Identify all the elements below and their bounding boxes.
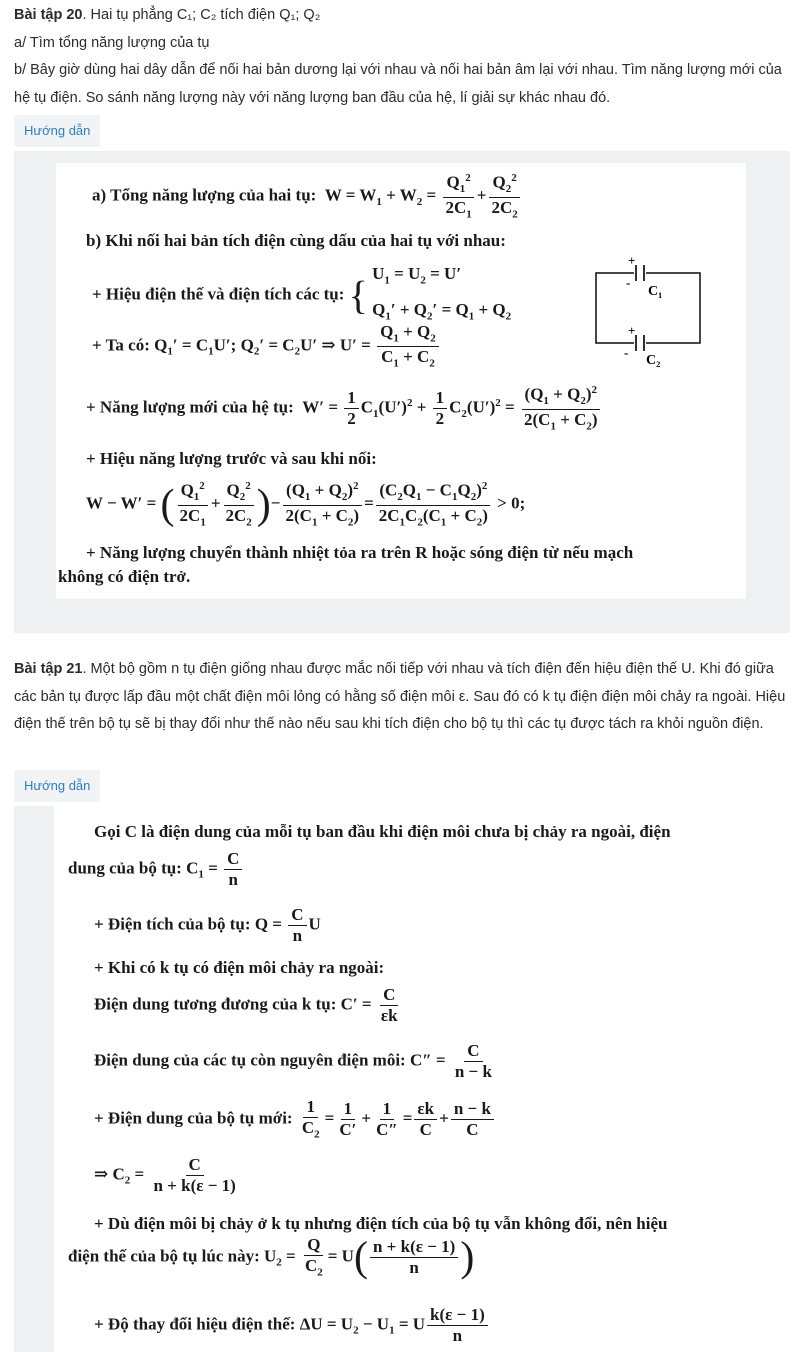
sol21-equiv-k: Điện dung tương đương của k tụ: C′ = $\frac{C}{\varepsilon k}$ bbox=[94, 985, 398, 1025]
sol21-ch-text: + Điện tích của bộ tụ: bbox=[94, 914, 251, 934]
problem-21-label: Bài tập 21 bbox=[14, 661, 83, 677]
solution-panel-21 bbox=[14, 806, 790, 1352]
sol20-vc-text: + Hiệu điện thế và điện tích các tụ: bbox=[92, 284, 345, 304]
guide-button-20[interactable]: Hướng dẫn bbox=[14, 115, 100, 147]
solution-panel-20 bbox=[14, 151, 790, 633]
problem-20-statement bbox=[14, 2, 790, 112]
sol20-part-b-heading: b) Khi nối hai bản tích điện cùng dấu của hai tụ với nhau: bbox=[86, 231, 506, 250]
sol21-ek-text: Điện dung tương đương của k tụ: bbox=[94, 994, 337, 1014]
sol21-remaining: Điện dung của các tụ còn nguyên điện môi: C″ = $\frac{C}{n - k}$ bbox=[94, 1041, 492, 1081]
sol21-leak: + Khi có k tụ có điện môi chảy ra ngoài: bbox=[94, 958, 385, 977]
sol21-rm-text: Điện dung của các tụ còn nguyên điện môi: bbox=[94, 1050, 406, 1070]
problem-20-part-a: a/ Tìm tổng năng lượng của tụ bbox=[14, 34, 210, 51]
circuit-diagram bbox=[586, 257, 726, 367]
problem-21-statement bbox=[14, 656, 790, 739]
sol20-we-have: + Ta có: $Q_1' = C_1U'$; $Q_2' = C_2U'$ ⇒ U′ = $\frac{Q_1 + Q_2}{C_1 + C_2}$ bbox=[92, 323, 441, 370]
problem-21-body bbox=[14, 656, 790, 739]
sol20-heat-line2: không có điện trở. bbox=[58, 567, 191, 586]
sol21-charge: + Điện tích của bộ tụ: Q = $\frac{C}{n}$ U bbox=[94, 905, 321, 945]
c1-label: C₁ bbox=[648, 284, 663, 299]
sol21-dl-text: + Độ thay đổi hiệu điện thế: bbox=[94, 1314, 296, 1334]
sol20-energy-diff-heading: + Hiệu năng lượng trước và sau khi nối: bbox=[86, 449, 377, 468]
sol21-c2-result: ⇒ $C_2$ = $\frac{C}{n + k(\varepsilon - 1)}$ bbox=[94, 1155, 236, 1195]
solution-image-20 bbox=[56, 163, 746, 599]
problem-20-part-b: b/ Bây giờ dùng hai dây dẫn để nối hai bản dương lại với nhau và nối hai bản âm lại với nhau. Tìm năng lượng mới của hệ tụ điện. So sánh năng lượng này với năng lượng ban đầu của hệ, lí giải sự khác nhau đó. bbox=[14, 62, 782, 106]
sol21-unchanged-line2: điện thế của bộ tụ lúc này: $U_2$ = $\frac{Q}{C_2}$ = U( $\frac{n + k(\varepsilon - 1)}{n}$ ) bbox=[68, 1234, 475, 1281]
sol20-ne-text: + Năng lượng mới của hệ tụ: bbox=[86, 397, 294, 417]
sol21-nc-text: + Điện dung của bộ tụ mới: bbox=[94, 1108, 293, 1128]
c1-minus: - bbox=[626, 275, 631, 290]
sol20-energy-diff-formula: W − W′ = ( $\frac{Q_1^2}{2C_1}$ + $\frac{Q_2^2}{2C_2}$ )− $\frac{(Q_1 + Q_2)^2}{2(C_1 + C_2)}$ = $\frac{(C_2Q_1 - C_1Q_2)^2}{2C_1C_2(C_1 + C_2)}$ > 0; bbox=[86, 480, 526, 528]
c2-minus: - bbox=[624, 345, 629, 360]
sol20-voltage-charge: + Hiệu điện thế và điện tích các tụ: { $U_1 = U_2 = U'$ $Q_1' + Q_2' = Q_1 + Q_2$ bbox=[92, 264, 512, 323]
c2-label: C₂ bbox=[646, 353, 661, 367]
sol20-wh-text: + Ta có: bbox=[92, 335, 150, 355]
sol21-delta: + Độ thay đổi hiệu điện thế: $\Delta U = U_2 - U_1 = U$ $\frac{k(\varepsilon - 1)}{n}$ bbox=[94, 1306, 490, 1345]
sol21-u2-text: điện thế của bộ tụ lúc này: bbox=[68, 1246, 260, 1266]
sol20-a-text: a) Tổng năng lượng của hai tụ: bbox=[92, 185, 317, 205]
guide-button-21[interactable]: Hướng dẫn bbox=[14, 770, 100, 802]
solution-image-21 bbox=[54, 806, 790, 1352]
problem-21-text: . Một bộ gồm n tụ điện giống nhau được mắc nối tiếp với nhau và tích điện đến hiệu điện thế U. Khi đó giữa các bản tụ được lấp đầu một chất điện môi lỏng có hằng số điện môi ε. Sau đó có k tụ điện điện môi chảy ra ngoài. Hiệu điện thế trên bộ tụ sẽ bị thay đổi như thế nào nếu sau khi tích điện cho bộ tụ thì các tụ được tách ra khỏi nguồn điện. bbox=[14, 661, 786, 732]
problem-20-text: . Hai tụ phẳng C₁; C₂ tích điện Q₁; Q₂ bbox=[82, 7, 321, 23]
sol21-i2-text: dung của bộ tụ: bbox=[68, 858, 182, 878]
sol21-intro-line1: Gọi C là điện dung của mỗi tụ ban đầu khi điện môi chưa bị chảy ra ngoài, điện bbox=[94, 822, 671, 841]
problem-20-label: Bài tập 20 bbox=[14, 7, 83, 23]
sol21-new-cap: + Điện dung của bộ tụ mới: $\frac{1}{C_2}$ = $\frac{1}{C'}$ + $\frac{1}{C''}$ = $\frac{\varepsilon k}{C}$ + $\frac{n - k}{C}$ bbox=[94, 1098, 496, 1141]
c2-plus: + bbox=[628, 323, 636, 338]
sol21-intro-line2: dung của bộ tụ: $C_1$ = $\frac{C}{n}$ bbox=[68, 850, 244, 889]
sol20-heat-line1: + Năng lượng chuyển thành nhiệt tỏa ra trên R hoặc sóng điện từ nếu mạch bbox=[86, 543, 634, 562]
problem-20-title-line bbox=[14, 2, 790, 30]
sol20-part-a: a) Tổng năng lượng của hai tụ: $W = W_1 + W_2$ = $\frac{Q_1^2}{2C_1}$ + $\frac{Q_2^2}{2C_2}$ bbox=[92, 172, 518, 220]
sol20-new-energy: + Năng lượng mới của hệ tụ: W′ = $\frac{1}{2}$ $C_1(U')^2$ + $\frac{1}{2}$ $C_2(U')^2$ = $\frac{(Q_1 + Q_2)^2}{2(C_1 + C_2)}$ bbox=[86, 385, 603, 433]
sol21-unchanged-line1: + Dù điện môi bị chảy ở k tụ nhưng điện tích của bộ tụ vẫn không đổi, nên hiệu bbox=[94, 1214, 668, 1233]
c1-plus: + bbox=[628, 257, 636, 268]
